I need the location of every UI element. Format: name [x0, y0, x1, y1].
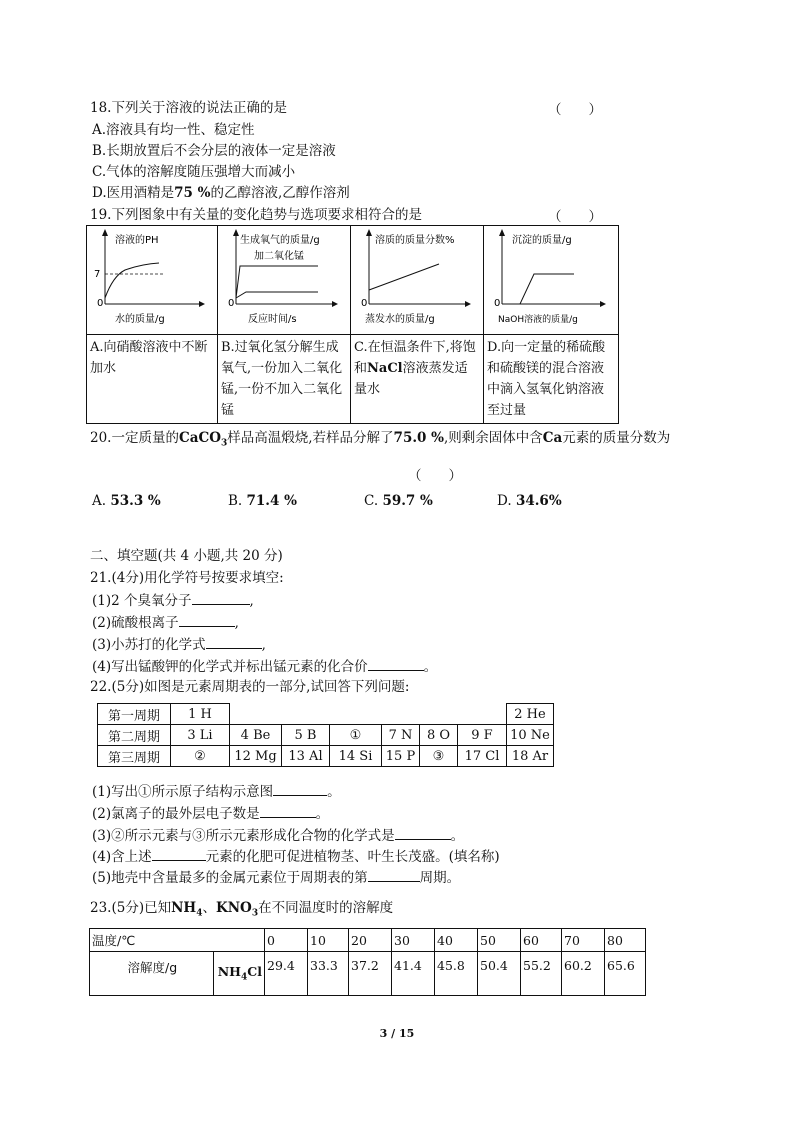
temp-cell: 70	[562, 929, 605, 952]
q20-option-d: D. 34.6%	[497, 493, 562, 509]
solubility-cell: 45.8	[435, 952, 478, 996]
pt-cell: 第二周期	[98, 725, 171, 746]
graph-d	[484, 226, 619, 335]
temp-cell: 10	[308, 929, 349, 952]
graph-a	[87, 226, 218, 335]
q22-item-1: (1)写出①所示原子结构示意图 。	[92, 781, 341, 802]
solubility-header-row	[90, 929, 646, 952]
pt-cell: 2 He	[507, 704, 554, 725]
graph-d-origin: 0	[494, 298, 501, 309]
solubility-cell: 41.4	[392, 952, 435, 996]
q20-answer-paren: （ ）	[408, 468, 462, 484]
q22-item-5: (5)地壳中含量最多的金属元素位于周期表的第 周期。	[92, 867, 460, 888]
q20-option-b: B. 71.4 %	[228, 493, 297, 509]
temp-cell: 30	[392, 929, 435, 952]
q22-item-3: (3)②所示元素与③所示元素形成化合物的化学式是 。	[92, 825, 464, 846]
q20-option-a: A. 53.3 %	[92, 493, 161, 509]
q22-item-4: (4)含上述 元素的化肥可促进植物茎、叶生长茂盛。(填名称)	[92, 846, 500, 867]
solubility-cell: 55.2	[521, 952, 562, 996]
q18-option-d: D.医用酒精是75 %的乙醇溶液,乙醇作溶剂	[92, 185, 350, 201]
solubility-cell: 37.2	[349, 952, 392, 996]
pt-cell: 9 F	[458, 725, 507, 746]
graph-a-origin: 0	[97, 298, 104, 309]
graph-c	[351, 226, 484, 335]
temp-cell: 50	[478, 929, 521, 952]
pt-cell: 8 O	[420, 725, 458, 746]
solubility-cell: 50.4	[478, 952, 521, 996]
solubility-cell: 65.6	[605, 952, 646, 996]
temp-cell: 40	[435, 929, 478, 952]
pt-cell: 18 Ar	[507, 746, 554, 767]
pt-cell: ③	[420, 746, 458, 767]
pt-cell: ②	[171, 746, 230, 767]
graph-a-ylabel: 溶液的PH	[115, 235, 159, 246]
pt-cell: ①	[330, 725, 382, 746]
solubility-nh4cl-row	[90, 952, 646, 996]
pt-cell: 17 Cl	[458, 746, 507, 767]
graph-b-xlabel: 反应时间/s	[248, 314, 297, 325]
graph-d-ylabel: 沉淀的质量/g	[512, 235, 572, 246]
graph-b	[218, 226, 351, 335]
graph-a-xlabel: 水的质量/g	[115, 314, 165, 325]
pt-cell: 7 N	[382, 725, 420, 746]
section-title: 二、填空题(共 4 小题,共 20 分)	[90, 548, 283, 564]
periodic-table	[97, 703, 554, 767]
q18-option-b: B.长期放置后不会分层的液体一定是溶液	[92, 143, 336, 159]
q19-caption-c: C.在恒温条件下,将饱和NaCl溶液蒸发适量水	[351, 335, 484, 424]
q19-graph-table	[86, 225, 619, 424]
salt-label: $NH_4Cl$	[213, 952, 264, 996]
graph-d-xlabel: NaOH溶液的质量/g	[498, 315, 578, 325]
temp-cell: 0	[265, 929, 308, 952]
pt-cell: 15 P	[382, 746, 420, 767]
temp-cell: 80	[605, 929, 646, 952]
q21-item-1: (1)2 个臭氧分子 ,	[92, 590, 254, 611]
q19-answer-paren: （ ）	[548, 209, 602, 225]
solubility-table	[89, 928, 646, 996]
pt-cell: 第一周期	[98, 704, 171, 725]
q19-stem: 19.下列图象中有关量的变化趋势与选项要求相符合的是	[90, 207, 422, 223]
q23-stem: 23.(5分)已知$NH_4$、$KNO_3$在不同温度时的溶解度	[90, 900, 394, 919]
graph-c-origin: 0	[361, 298, 368, 309]
pt-cell: 12 Mg	[230, 746, 282, 767]
pt-cell: 4 Be	[230, 725, 282, 746]
graph-a-tick-7: 7	[94, 269, 101, 280]
q21-item-4: (4)写出锰酸钾的化学式并标出锰元素的化合价 。	[92, 656, 437, 677]
pt-cell: 1 H	[171, 704, 230, 725]
q21-item-2: (2)硫酸根离子 ,	[92, 612, 239, 633]
solubility-label: 溶解度/g	[90, 952, 214, 996]
q18-answer-paren: （ ）	[548, 102, 602, 118]
q18-stem: 18.下列关于溶液的说法正确的是	[90, 100, 287, 116]
page-number: 3 / 15	[379, 1027, 415, 1040]
q19-caption-a: A.向硝酸溶液中不断加水	[87, 335, 218, 424]
pt-cell: 14 Si	[330, 746, 382, 767]
q19-caption-b: B.过氧化氢分解生成氧气,一份加入二氧化锰,一份不加入二氧化锰	[218, 335, 351, 424]
graph-b-ylabel: 生成氧气的质量/g	[240, 235, 320, 246]
q19-caption-d: D.向一定量的稀硫酸和硫酸镁的混合溶液中滴入氢氧化钠溶液至过量	[484, 335, 619, 424]
temp-cell: 60	[521, 929, 562, 952]
graph-b-origin: 0	[228, 298, 235, 309]
solubility-cell: 33.3	[308, 952, 349, 996]
pt-cell: 10 Ne	[507, 725, 554, 746]
pt-cell: 13 Al	[282, 746, 330, 767]
q21-stem: 21.(4分)用化学符号按要求填空:	[90, 570, 284, 586]
graph-c-ylabel: 溶质的质量分数%	[375, 235, 455, 246]
graph-b-annotation: 加二氧化锰	[254, 251, 304, 262]
q22-item-2: (2)氯离子的最外层电子数是 。	[92, 803, 329, 824]
pt-cell: 5 B	[282, 725, 330, 746]
temp-header: 温度/℃	[90, 929, 265, 952]
graph-c-xlabel: 蒸发水的质量/g	[365, 314, 435, 325]
q20-option-c: C. 59.7 %	[364, 493, 433, 509]
temp-cell: 20	[349, 929, 392, 952]
pt-cell: 第三周期	[98, 746, 171, 767]
q20-stem: 20.一定质量的CaCO$_3$样品高温煅烧,若样品分解了75.0 %,则剩余固体中含Ca元素的质量分数为	[90, 430, 671, 449]
pt-cell: 3 Li	[171, 725, 230, 746]
q18-option-c: C.气体的溶解度随压强增大而减小	[92, 164, 296, 180]
solubility-cell: 60.2	[562, 952, 605, 996]
solubility-cell: 29.4	[265, 952, 308, 996]
pt-row-3	[98, 746, 554, 767]
pt-row-1	[98, 704, 554, 725]
pt-gap	[230, 704, 507, 725]
q21-item-3: (3)小苏打的化学式 ,	[92, 634, 266, 655]
q18-option-a: A.溶液具有均一性、稳定性	[92, 122, 255, 138]
pt-row-2	[98, 725, 554, 746]
q22-stem: 22.(5分)如图是元素周期表的一部分,试回答下列问题:	[90, 679, 410, 695]
